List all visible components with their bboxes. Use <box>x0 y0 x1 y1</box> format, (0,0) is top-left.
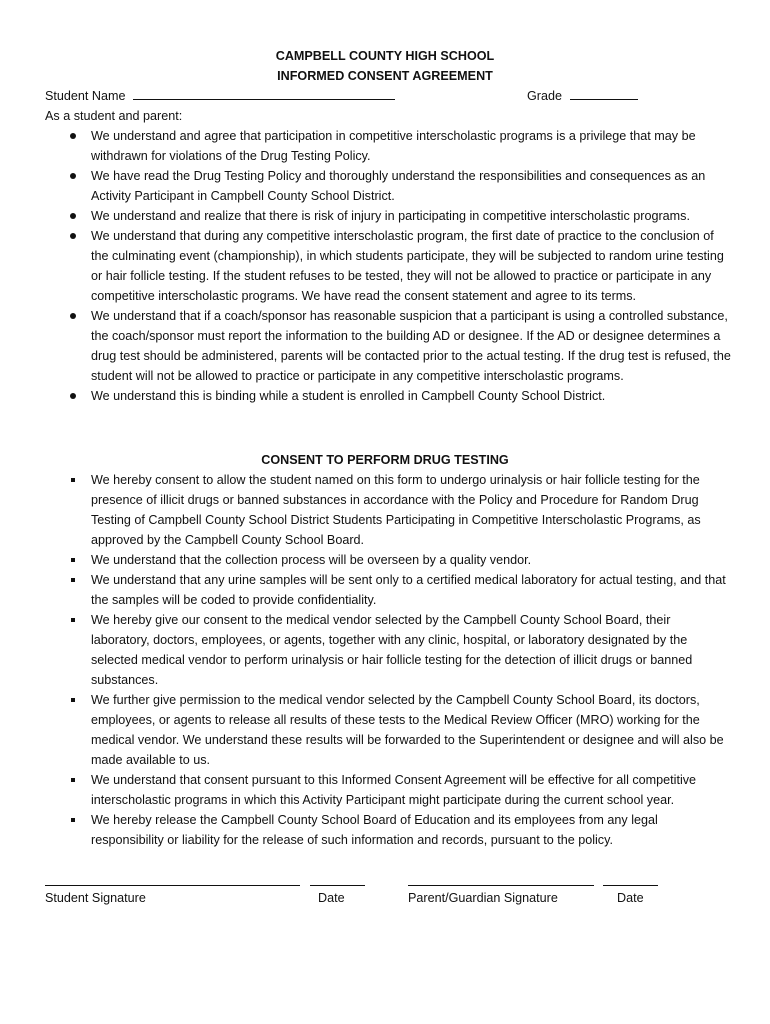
parent-date-field[interactable] <box>603 885 658 886</box>
parent-signature-label: Parent/Guardian Signature <box>408 891 558 905</box>
list-item <box>91 166 731 206</box>
student-signature-label: Student Signature <box>45 891 146 905</box>
list-item <box>91 126 731 166</box>
list-item <box>91 610 731 690</box>
list-item <box>91 570 731 610</box>
list-item-text: We hereby give our consent to the medical vendor selected by the Campbell County School Board, their laboratory, doctors, employees, or agents, together with any clinic, hospital, or laboratory designated by the selected medical vendor to perform urinalysis or hair follicle testing for the detection of illicit drugs or banned substances. <box>91 613 693 687</box>
parent-signature-field[interactable] <box>408 885 594 886</box>
student-name-field[interactable] <box>133 86 395 100</box>
school-name-heading: CAMPBELL COUNTY HIGH SCHOOL <box>275 49 495 63</box>
agreement-list <box>91 126 731 406</box>
list-item-text: We have read the Drug Testing Policy and thoroughly understand the responsibilities and consequences as an Activity Participant in Campbell County School District. <box>91 169 706 203</box>
form-title-heading: INFORMED CONSENT AGREEMENT <box>277 69 493 83</box>
student-signature-field[interactable] <box>45 885 300 886</box>
consent-list <box>91 470 731 850</box>
grade-row <box>527 86 638 106</box>
student-date-label: Date <box>318 891 345 905</box>
list-item-text: We understand that during any competitive interscholastic program, the first date of practice to the conclusion of the culminating event (championship), in which students participate, they will be subjected to random urine testing or hair follicle testing. If the student refuses to be tested, they will not be allowed to practice or participate in any competitive interscholastic programs. We have read the consent statement and agree to its terms. <box>91 229 724 303</box>
grade-field[interactable] <box>570 86 638 100</box>
student-date-field[interactable] <box>310 885 365 886</box>
list-item-text: We understand that any urine samples will be sent only to a certified medical laboratory for actual testing, and that the samples will be coded to provide confidentiality. <box>91 573 726 607</box>
list-item <box>91 226 731 306</box>
list-item-text: We understand that consent pursuant to this Informed Consent Agreement will be effective for all competitive interscholastic programs in which this Activity Participant might participate during the current school year. <box>91 773 697 807</box>
list-item <box>91 306 731 386</box>
list-item-text: We understand that if a coach/sponsor has reasonable suspicion that a participant is using a controlled substance, the coach/sponsor must report the information to the building AD or designee. If the AD or designee determines a drug test should be administered, parents will be contacted prior to the actual testing. If the drug test is refused, the student will not be allowed to practice or participate in any competitive interscholastic programs. <box>91 309 731 383</box>
student-name-label: Student Name <box>45 89 126 103</box>
list-item <box>91 470 731 550</box>
list-item-text: We understand this is binding while a student is enrolled in Campbell County School District. <box>91 389 606 403</box>
consent-section-heading: CONSENT TO PERFORM DRUG TESTING <box>261 453 509 467</box>
list-item-text: We understand and realize that there is risk of injury in participating in competitive interscholastic programs. <box>91 209 690 223</box>
list-item <box>91 206 731 226</box>
list-item <box>91 690 731 770</box>
list-item <box>91 770 731 810</box>
list-item-text: We further give permission to the medical vendor selected by the Campbell County School Board, its doctors, employees, or agents to release all results of these tests to the Medical Review Officer (MRO) working for the medical vendor. We understand these results will be forwarded to the Superintendent or designee and will also be made available to us. <box>91 693 724 767</box>
list-item-text: We understand that the collection process will be overseen by a quality vendor. <box>91 553 532 567</box>
student-name-row <box>45 86 395 106</box>
intro-text: As a student and parent: <box>45 109 183 123</box>
list-item <box>91 386 731 406</box>
list-item-text: We understand and agree that participation in competitive interscholastic programs is a privilege that may be withdrawn for violations of the Drug Testing Policy. <box>91 129 696 163</box>
list-item <box>91 810 731 850</box>
list-item <box>91 550 731 570</box>
list-item-text: We hereby consent to allow the student named on this form to undergo urinalysis or hair follicle testing for the presence of illicit drugs or banned substances in accordance with the Policy and Procedure for Random Drug Testing of Campbell County School District Students Participating in Competitive Interscholastic Programs, as approved by the Campbell County School Board. <box>91 473 701 547</box>
grade-label: Grade <box>527 89 563 103</box>
parent-date-label: Date <box>617 891 644 905</box>
list-item-text: We hereby release the Campbell County School Board of Education and its employees from any legal responsibility or liability for the release of such information and records, pursuant to the policy. <box>91 813 658 847</box>
